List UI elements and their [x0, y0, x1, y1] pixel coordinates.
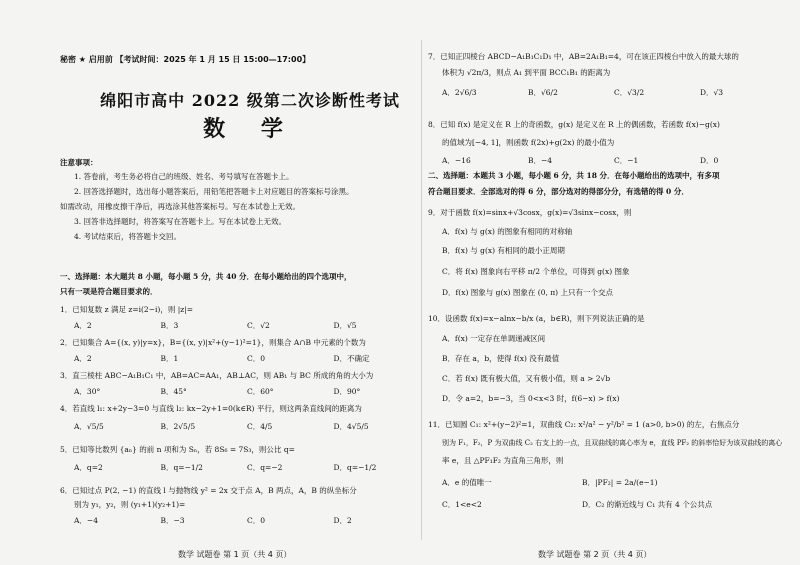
option-b: B．2√5/5	[160, 422, 196, 431]
question-9	[428, 208, 786, 298]
option-b: B．√6/2	[528, 88, 558, 97]
question-stem: 1．已知复数 z 满足 z=i(2−i)，则 |z|=	[60, 305, 193, 314]
option-c: C．0	[247, 516, 266, 525]
option-a: A．f(x) 一定存在单调递减区间	[442, 334, 546, 343]
option-b: B．存在 a，b，使得 f(x) 没有最值	[442, 354, 560, 363]
option-d: D．√3	[700, 88, 724, 97]
option-d: D．4√5/5	[333, 422, 369, 431]
option-b: B．−3	[160, 516, 185, 525]
option-b: B．45°	[160, 387, 187, 396]
option-d: D．90°	[333, 387, 361, 396]
question-6	[60, 486, 420, 526]
question-stem: 7．已知正四棱台 ABCD−A₁B₁C₁D₁ 中，AB=2A₁B₁=4，可在该正四棱台中放入的最大球的	[428, 52, 739, 61]
question-stem-cont: 的值域为[−4, 1]，则函数 f(2x)+g(2x) 的最小值为	[442, 138, 615, 147]
option-c: C．√3/2	[614, 88, 645, 97]
option-d: D．不确定	[333, 354, 370, 363]
notes-heading: 注意事项：	[60, 158, 98, 167]
section1-header	[60, 272, 420, 297]
option-d: D．令 a=2，b=−3，当 0<x<3 时，f(6−x) > f(x)	[442, 394, 620, 403]
page-divider	[421, 40, 422, 540]
option-a: A．30°	[74, 387, 101, 396]
option-d: D．0	[700, 156, 719, 165]
secret-line: 秘密 ★ 启用前 【考试时间：2025 年 1 月 15 日 15:00—17:00】	[60, 55, 311, 64]
option-b: B．3	[160, 321, 179, 330]
section2-header	[428, 171, 786, 197]
option-c: C．若 f(x) 既有极大值，又有极小值，则 a > 2√b	[442, 374, 611, 383]
option-a: A．e 的值唯一	[442, 478, 492, 487]
option-a: A．2	[74, 321, 92, 330]
option-d: D．2	[333, 516, 352, 525]
option-c: C．−1	[614, 156, 639, 165]
option-d: D．q=−1/2	[333, 463, 377, 472]
option-d: D．f(x) 图象与 g(x) 图象在 (0, π) 上只有一个交点	[442, 288, 613, 297]
option-a: A．f(x) 与 g(x) 的图象有相同的对称轴	[442, 227, 573, 236]
option-d: D．C₂ 的渐近线与 C₁ 共有 4 个公共点	[582, 500, 713, 509]
option-c: C．1<e<2	[442, 500, 482, 509]
option-d: D．√5	[333, 321, 357, 330]
section1-line2: 只有一项是符合题目要求的．	[60, 287, 158, 296]
question-stem-cont: 率 e，且 △PF₁F₂ 为直角三角形，则	[442, 456, 564, 465]
question-stem-cont: 别为 F₁，F₂，P 为双曲线 C₂ 右支上的一点，且双曲线的离心率为 e，直线 PF₂ 的斜率恰好为该双曲线的离心	[442, 439, 783, 447]
page-footer: 数学 试题卷 第 1 页（共 4 页）	[178, 550, 292, 559]
question-8	[428, 120, 786, 166]
note-item: 3. 回答非选择题时，将答案写在答题卡上。写在本试卷上无效。	[74, 217, 287, 226]
question-stem: 5．已知等比数列 {aₙ} 的前 n 项和为 Sₙ，若 8S₆ = 7S₃，则公比 q=	[60, 445, 295, 454]
option-c: C．将 f(x) 图象向右平移 π/2 个单位，可得到 g(x) 图象	[442, 267, 630, 276]
page-1	[60, 0, 420, 565]
question-4	[60, 404, 420, 432]
section2-line1: 二、选择题：本题共 3 小题，每小题 6 分，共 18 分．在每小题给出的选项中，有多项	[428, 171, 720, 180]
option-a: A．−4	[74, 516, 98, 525]
note-item: 2. 回答选择题时，选出每小题答案后，用铅笔把答题卡上对应题目的答案标号涂黑。	[74, 187, 354, 196]
option-c: C．√2	[247, 321, 270, 330]
option-c: C．4/5	[247, 422, 273, 431]
option-b: B．f(x) 与 g(x) 有相同的最小正周期	[442, 246, 565, 255]
section2-line2: 符合题目要求．全部选对的得 6 分，部分选对的得部分分，有选错的得 0 分．	[428, 187, 689, 196]
section1-line1: 一、选择题：本大题共 8 小题，每小题 5 分，共 40 分．在每小题给出的四个选项中，	[60, 272, 352, 281]
option-a: A．−16	[442, 156, 471, 165]
question-stem: 8．已知 f(x) 是定义在 R 上的奇函数，g(x) 是定义在 R 上的偶函数，若函数 f(x)−g(x)	[428, 120, 720, 129]
question-1	[60, 305, 420, 331]
question-5	[60, 445, 420, 473]
question-stem: 11．已知圆 C₁: x²+(y−2)²=1，双曲线 C₂: x²/a² − y²/b² = 1 (a>0, b>0) 的左，右焦点分	[428, 420, 740, 429]
option-c: C．60°	[247, 387, 274, 396]
question-stem-cont: 体积为 √2π/3，则点 A₁ 到平面 BCC₁B₁ 的距离为	[442, 68, 611, 77]
option-c: C．q=−2	[247, 463, 283, 472]
question-stem: 4．若直线 l₁: x+2y−3=0 与直线 l₂: kx−2y+1=0(k∈R) 平行，则这两条直线间的距离为	[60, 404, 362, 413]
question-stem: 3．直三棱柱 ABC−A₁B₁C₁ 中，AB=AC=AA₁，AB⊥AC，则 AB₁ 与 BC 所成的角的大小为	[60, 371, 374, 380]
page-footer: 数学 试题卷 第 2 页（共 4 页）	[538, 550, 652, 559]
option-b: B．−4	[528, 156, 553, 165]
note-item: 4. 考试结束后，将答题卡交回。	[74, 232, 182, 241]
notes-section	[60, 158, 420, 242]
option-a: A．2	[74, 354, 92, 363]
question-11	[428, 420, 786, 510]
exam-title: 绵阳市高中 2022 级第二次诊断性考试	[100, 91, 400, 110]
option-a: A．q=2	[74, 463, 103, 472]
note-item: 如需改动，用橡皮擦干净后，再选涂其他答案标号。写在本试卷上无效。	[60, 202, 300, 211]
question-10	[428, 314, 786, 404]
page-2	[428, 0, 786, 565]
subject-title: 数 学	[203, 116, 297, 142]
question-stem: 6．已知过点 P(2, −1) 的直线 l 与抛物线 y² = 2x 交于点 A，B 两点，A，B 的纵坐标分	[60, 486, 357, 495]
option-c: C．0	[247, 354, 266, 363]
question-7	[428, 52, 786, 98]
question-stem: 2．已知集合 A={(x, y)|y=x}，B={(x, y)|x²+(y−1)²=1}，则集合 A∩B 中元素的个数为	[60, 338, 366, 347]
option-a: A．√5/5	[74, 422, 104, 431]
question-stem: 10．设函数 f(x)=x−alnx−b/x (a，b∈R)，则下列说法正确的是	[428, 314, 645, 323]
question-3	[60, 371, 420, 397]
question-stem-cont: 别为 y₁，y₂，则 (y₁+1)(y₂+1)=	[74, 500, 186, 509]
question-2	[60, 338, 420, 364]
option-b: B．|PF₂| = 2a/(e−1)	[582, 478, 658, 487]
option-a: A．2√6/3	[442, 88, 477, 97]
note-item: 1. 答卷前，考生务必将自己的班级、姓名、考号填写在答题卡上。	[74, 172, 294, 181]
option-b: B．q=−1/2	[160, 463, 203, 472]
option-b: B．1	[160, 354, 179, 363]
question-stem: 9．对于函数 f(x)=sinx+√3cosx，g(x)=√3sinx−cosx，则	[428, 208, 632, 217]
